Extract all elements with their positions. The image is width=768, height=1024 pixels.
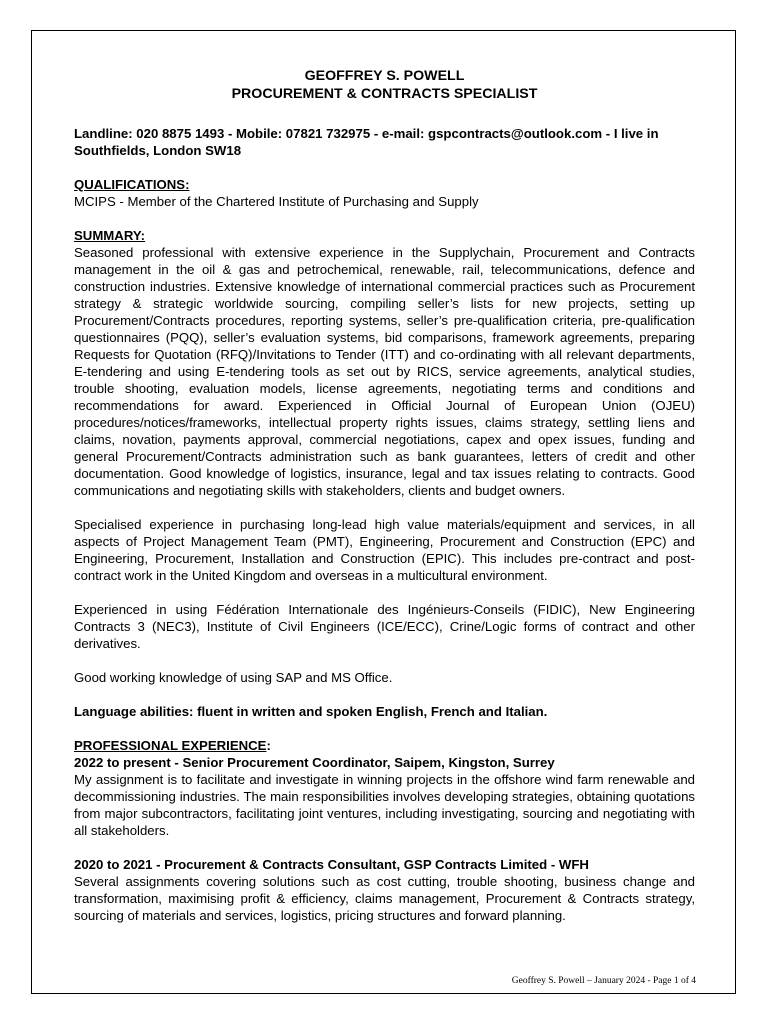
experience-heading bbox=[74, 737, 695, 754]
candidate-role: PROCUREMENT & CONTRACTS SPECIALIST bbox=[231, 86, 538, 102]
summary-paragraph: Seasoned professional with extensive experience in the Supplychain, Procurement and Contracts management in the oil & gas and petrochemical, renewable, rail, telecommunications, defence and construction industries. Extensive knowledge of international commercial practices such as Procurement strategy & strategic worldwide sourcing, compiling seller’s lists for new projects, setting up Procurement/Contracts procedures, reporting systems, seller’s pre-qualification criteria, pre-qualification questionnaires (PQQ), seller’s evaluation systems, bid comparisons, framework agreements, preparing Requests for Quotation (RFQ)/Invitations to Tender (ITT) and co-ordinating with all relevant departments, E-tendering and using E-tendering tools as set out by RICS, service agreements, analytical studies, trouble shooting, evaluation models, license agreements, negotiating terms and conditions and recommendations for award. Experienced in Official Journal of European Union (OJEU) procedures/notices/frameworks, intellectual property rights issues, claims strategy, settling liens and claims, novation, payments approval, commercial negotiations, capex and opex issues, funding and general Procurement/Contracts administration such as bank guarantees, letters of credit and other documentation. Good knowledge of logistics, insurance, legal and tax issues relating to contracts. Good communications and negotiating skills with stakeholders, clients and budget owners. bbox=[74, 245, 695, 498]
candidate-name: GEOFFREY S. POWELL bbox=[304, 68, 465, 84]
job-title: 2020 to 2021 - Procurement & Contracts Consultant, GSP Contracts Limited - WFH bbox=[74, 857, 589, 872]
job-description: My assignment is to facilitate and investigate in winning projects in the offshore wind farm renewable and decommissioning industries. The main responsibilities involves developing strategies, obtaining quotations from major subcontractors, facilitating joint ventures, including investigating, sourcing and negotiating with all stakeholders. bbox=[74, 772, 695, 838]
summary-paragraph: Good working knowledge of using SAP and MS Office. bbox=[74, 670, 393, 685]
job-title: 2022 to present - Senior Procurement Coordinator, Saipem, Kingston, Surrey bbox=[74, 755, 555, 770]
experience-heading-colon: : bbox=[266, 738, 271, 753]
summary-heading: SUMMARY: bbox=[74, 228, 146, 243]
page-footer: Geoffrey S. Powell – January 2024 - Page 1 of 4 bbox=[511, 976, 696, 986]
qualifications-heading: QUALIFICATIONS: bbox=[74, 177, 190, 192]
language-abilities: Language abilities: fluent in written and spoken English, French and Italian. bbox=[74, 704, 548, 719]
qualifications-text: MCIPS - Member of the Chartered Institute of Purchasing and Supply bbox=[74, 194, 479, 209]
cv-body bbox=[74, 67, 695, 924]
experience-heading-text: PROFESSIONAL EXPERIENCE bbox=[74, 738, 267, 753]
summary-paragraph: Specialised experience in purchasing long-lead high value materials/equipment and services, in all aspects of Project Management Team (PMT), Engineering, Procurement and Construction (EPC) and Engineering, Procurement, Installation and Construction (EPIC). This includes pre-contract and post-contract work in the United Kingdom and overseas in a multicultural environment. bbox=[74, 517, 695, 583]
contact-details: Landline: 020 8875 1493 - Mobile: 07821 732975 - e-mail: gspcontracts@outlook.com - I live in Southfields, London SW18 bbox=[74, 126, 659, 158]
summary-paragraph: Experienced in using Fédération Internationale des Ingénieurs-Conseils (FIDIC), New Engineering Contracts 3 (NEC3), Institute of Civil Engineers (ICE/ECC), Crine/Logic forms of contract and other derivatives. bbox=[74, 602, 695, 651]
job-description: Several assignments covering solutions such as cost cutting, trouble shooting, business change and transformation, maximising profit & efficiency, claims management, Procurement & Contracts strategy, sourcing of materials and services, logistics, pricing structures and forward planning. bbox=[74, 874, 695, 923]
